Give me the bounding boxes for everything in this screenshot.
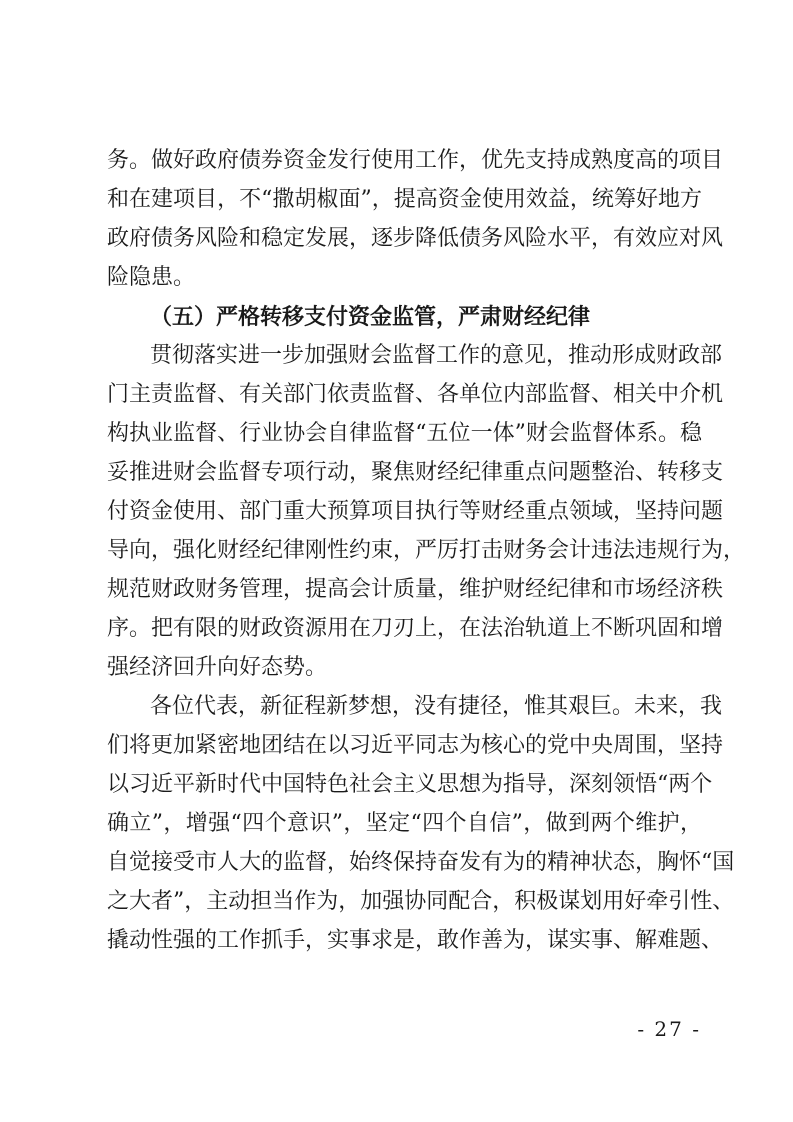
body-text-line: 序。把有限的财政资源用在刀刃上，在法治轨道上不断巩固和增 [107, 616, 724, 641]
body-text-line: 险隐患。 [107, 265, 196, 290]
body-text-line: 自觉接受市人大的监督，始终保持奋发有为的精神状态，胸怀“国 [107, 850, 735, 875]
body-text-line: 务。做好政府债券资金发行使用工作，优先支持成熟度高的项目 [107, 148, 724, 173]
body-text-line: 构执业监督、行业协会自律监督“五位一体”财会监督体系。稳 [107, 421, 702, 446]
section-heading: （五）严格转移支付资金监管，严肃财经纪律 [150, 304, 591, 330]
body-text-line: 撬动性强的工作抓手，实事求是，敢作善为，谋实事、解难题、 [107, 928, 724, 953]
body-text-line: 强经济回升向好态势。 [107, 655, 328, 680]
body-text-line: 确立”，增强“四个意识”，坚定“四个自信”，做到两个维护， [107, 811, 702, 836]
body-text-line: 门主责监督、有关部门依责监督、各单位内部监督、相关中介机 [107, 382, 724, 407]
body-text-line: 妥推进财会监督专项行动，聚焦财经纪律重点问题整治、转移支 [107, 460, 724, 485]
body-text-line: 之大者”，主动担当作为，加强协同配合，积极谋划用好牵引性、 [107, 889, 735, 914]
body-text-line: 规范财政财务管理，提高会计质量，维护财经纪律和市场经济秩 [107, 577, 724, 602]
body-text-line: 政府债务风险和稳定发展，逐步降低债务风险水平，有效应对风 [107, 226, 724, 251]
body-text-line: 贯彻落实进一步加强财会监督工作的意见，推动形成财政部 [150, 343, 723, 368]
body-text-line: 各位代表，新征程新梦想，没有捷径，惟其艰巨。未来，我 [150, 694, 723, 719]
page-number: - 27 - [637, 1017, 701, 1041]
body-text-line: 导向，强化财经纪律刚性约束，严厉打击财务会计违法违规行为， [107, 538, 746, 563]
body-text-line: 以习近平新时代中国特色社会主义思想为指导，深刻领悟“两个 [107, 772, 713, 797]
body-text-line: 付资金使用、部门重大预算项目执行等财经重点领域，坚持问题 [107, 499, 724, 524]
body-text-line: 们将更加紧密地团结在以习近平同志为核心的党中央周围，坚持 [107, 733, 724, 758]
body-text-line: 和在建项目，不“撒胡椒面”，提高资金使用效益，统筹好地方 [107, 187, 702, 212]
